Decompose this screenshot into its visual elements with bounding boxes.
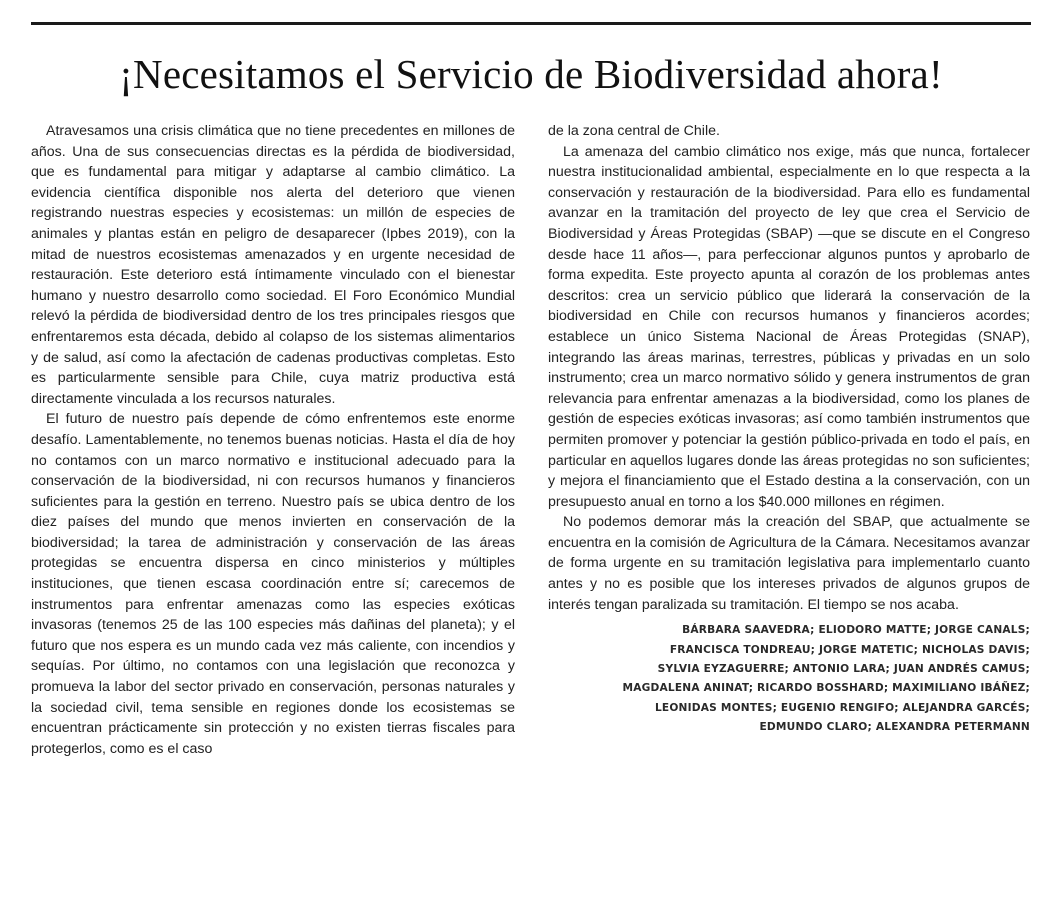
body-paragraph: La amenaza del cambio climático nos exige, más que nunca, fortalecer nuestra institucionalidad ambiental, especialmente en lo que respecta a la conservación y restauración de la biodiversidad. Para ello es fundamental avanzar en la tramitación del proyecto de ley que crea el Servicio de Biodiversidad y Áreas Protegidas (SBAP) —que se discute en el Congreso desde hace 11 años—, para perfeccionar algunos puntos y aprobarlo de forma expedita. Este proyecto apunta al corazón de los problemas antes descritos: crea un servicio público que liderará la conservación de la biodiversidad en Chile con recursos humanos y financieros acordes; establece un único Sistema Nacional de Áreas Protegidas (SNAP), integrando las áreas marinas, terrestres, públicas y privadas en un solo instrumento; crea un marco normativo sólido y genera instrumentos de gran relevancia para enfrentar amenazas a la biodiversidad, como los planes de gestión de especies exóticas invasoras; así como también instrumentos que permiten promover y potenciar la gestión público-privada en todo el país, en particular en aquellos lugares donde las áreas protegidas no son suficientes; y mejora el financiamiento que el Estado destina a la conservación, con un presupuesto anual en torno a los $40.000 millones en régimen. [548,143,1030,510]
right-column [548,121,1030,738]
signatures [548,621,1030,737]
body-paragraph: No podemos demorar más la creación del SBAP, que actualmente se encuentra en la comisión de Agricultura de la Cámara. Necesitamos avanzar de forma urgente en su tramitación legislativa para implementarlo cuanto antes y no es posible que los intereses privados de algunos grupos de interés tengan paralizada su tramitación. El tiempo se nos acaba. [548,514,1030,613]
top-rule [31,22,1031,25]
headline: ¡Necesitamos el Servicio de Biodiversidad ahora! [119,51,943,97]
signature-line: BÁRBARA SAAVEDRA; ELIODORO MATTE; JORGE CANALS; [682,624,1030,637]
signature-line: SYLVIA EYZAGUERRE; ANTONIO LARA; JUAN ANDRÉS CAMUS; [657,663,1030,676]
body-paragraph: El futuro de nuestro país depende de cómo enfrentemos este enorme desafío. Lamentablemente, no tenemos buenas noticias. Hasta el día de hoy no contamos con un marco normativo e institucional adecuado para la conservación de la biodiversidad, ni con recursos humanos y financieros suficientes para la gestión en terreno. Nuestro país se ubica dentro de los diez países del mundo que menos invierten en conservación de la biodiversidad; la tarea de administración y conservación de las áreas protegidas se encuentra dispersa en cinco ministerios y múltiples instituciones, que tienen escasa coordinación entre sí; carecemos de instrumentos para enfrentar amenazas como las especies exóticas invasoras (tenemos 25 de las 100 especies más dañinas del planeta); y el futuro que nos espera es un mundo cada vez más caliente, con incendios y sequías. Por último, no contamos con una legislación que reconozca y promueva la labor del sector privado en conservación, personas naturales y la sociedad civil, tema sensible en regiones donde los ecosistemas se encuentran prácticamente sin protección y no existen tierras fiscales para protegerlos, como es el caso [31,411,515,757]
signature-line: EDMUNDO CLARO; ALEXANDRA PETERMANN [759,721,1030,734]
signature-line: FRANCISCA TONDREAU; JORGE MATETIC; NICHOLAS DAVIS; [669,643,1030,656]
body-paragraph: Atravesamos una crisis climática que no tiene precedentes en millones de años. Una de sus consecuencias directas es la pérdida de biodiversidad, que es fundamental para mitigar y adaptarse al cambio climático. La evidencia científica disponible nos alerta del deterioro que vienen registrando nuestras especies y ecosistemas: un millón de especies de animales y plantas están en peligro de desaparecer (Ipbes 2019), con la mitad de nuestros ecosistemas amenazados y en urgente necesidad de restauración. Este deterioro está íntimamente vinculado con el bienestar humano y nuestro desarrollo como sociedad. El Foro Económico Mundial relevó la pérdida de biodiversidad dentro de los tres principales riesgos que enfrentaremos esta década, debido al colapso de los sistemas alimentarios y de salud, así como la afectación de cadenas productivas completas. Esto es particularmente sensible para Chile, cuya matriz productiva está directamente vinculada a los recursos naturales. [31,123,515,407]
signature-line: LEONIDAS MONTES; EUGENIO RENGIFO; ALEJANDRA GARCÉS; [654,701,1030,714]
signature-line: MAGDALENA ANINAT; RICARDO BOSSHARD; MAXIMILIANO IBÁÑEZ; [622,682,1030,695]
left-column [31,121,515,759]
continued-text: de la zona central de Chile. [548,123,720,139]
